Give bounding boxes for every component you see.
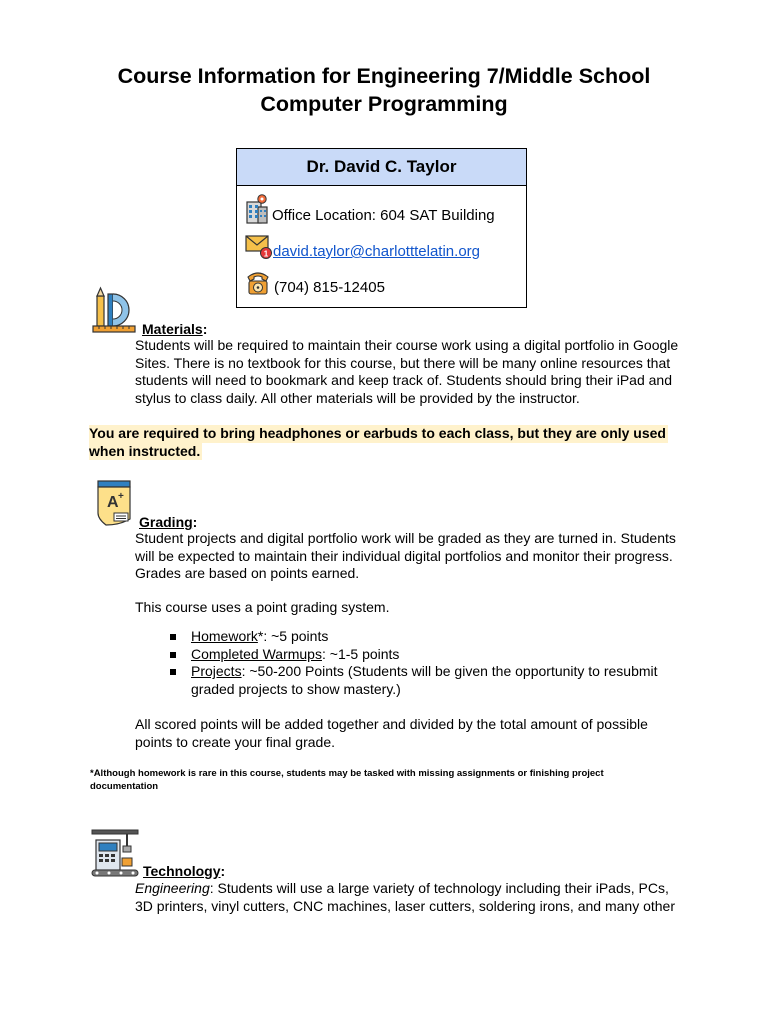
office-building-icon [245, 194, 269, 224]
headphones-notice: You are required to bring headphones or earbuds to each class, but they are only used when instructed. [89, 425, 666, 459]
homework-footnote: *Although homework is rare in this course, students may be tasked with missing assignments or finishing project documentation [90, 768, 604, 792]
list-item: Projects: ~50-200 Points (Students will be given the opportunity to resubmit graded projects to show mastery.) [170, 663, 658, 698]
page-title: Course Information for Engineering 7/Middle School Computer Programming [117, 64, 651, 116]
grading-list [170, 628, 658, 698]
materials-heading: Materials: [142, 321, 208, 337]
instructor-name: Dr. David C. Taylor [237, 149, 526, 186]
phone-number: (704) 815-12405 [274, 279, 385, 296]
email-row [245, 232, 480, 260]
grading-summary: All scored points will be added together and divided by the total amount of possible points to create your final grade. [135, 716, 648, 750]
envelope-notification-icon [245, 232, 273, 260]
engineering-label: Engineering [135, 880, 210, 896]
grading-heading: Grading: [139, 514, 198, 530]
technology-text: Engineering: Students will use a large variety of technology including their iPads, PCs, 3D printers, vinyl cutters, CNC machines, laser cutters, soldering irons, and many other [135, 880, 675, 914]
technology-heading: Technology: [143, 863, 226, 879]
email-link[interactable]: david.taylor@charlotttelatin.org [273, 243, 480, 260]
grading-system-text: This course uses a point grading system. [135, 599, 390, 615]
list-item: Homework*: ~5 points [170, 628, 658, 646]
svg-text:+: + [118, 491, 124, 502]
engineering-machine-icon [91, 828, 139, 878]
grading-text: Student projects and digital portfolio work will be graded as they are turned in. Students will be expected to maintain their individual digital portfolios and monitor their progress. Grades are based on points earned. [135, 530, 676, 581]
telephone-icon [245, 268, 271, 296]
drafting-tools-icon [91, 286, 137, 336]
office-row [245, 194, 495, 224]
list-item: Completed Warmups: ~1-5 points [170, 646, 658, 664]
office-location: Office Location: 604 SAT Building [272, 207, 495, 224]
materials-text: Students will be required to maintain their course work using a digital portfolio in Google Sites. There is no textbook for this course, but there will be many online resources that students will need to bookmark and keep track of. Students should bring their iPad and stylus to class daily. All other materials will be provided by the instructor. [135, 337, 679, 406]
graded-paper-icon [96, 479, 134, 529]
phone-row [245, 268, 385, 296]
contact-card [236, 148, 527, 308]
svg-text:1: 1 [263, 249, 269, 259]
svg-text:A: A [107, 494, 119, 511]
